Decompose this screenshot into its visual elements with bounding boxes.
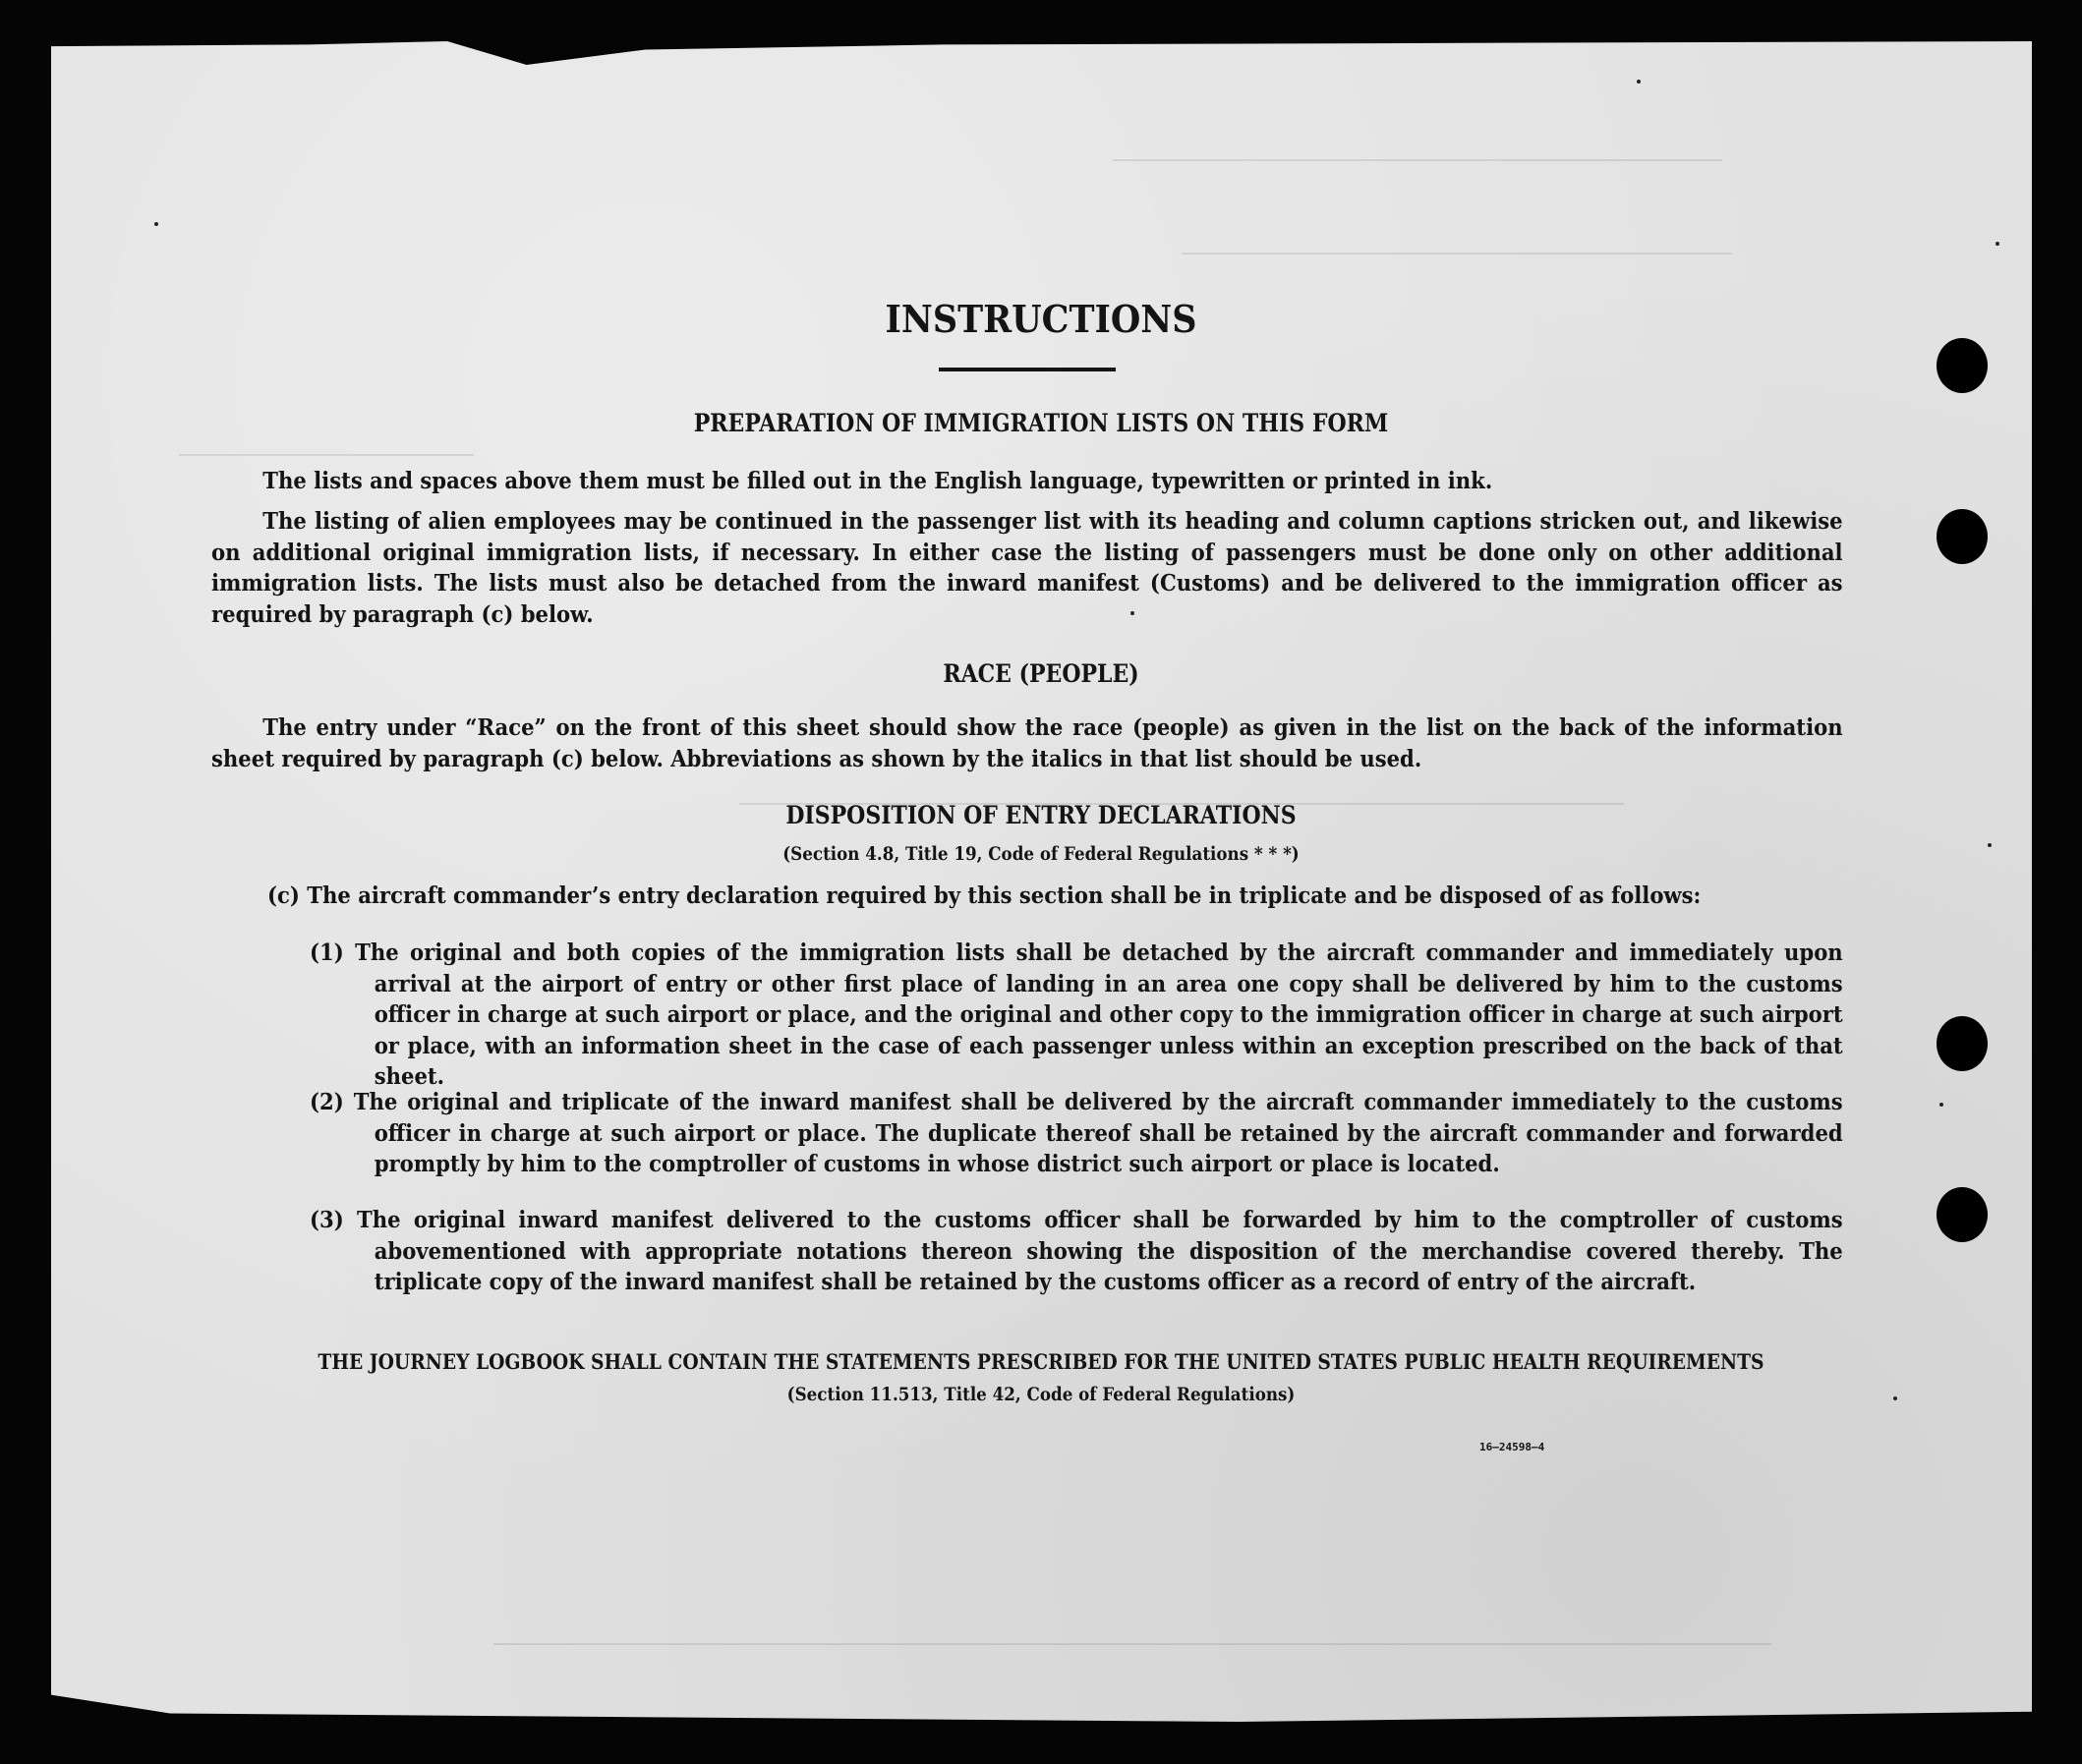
- dust-speck: [1988, 843, 1992, 847]
- preparation-heading: PREPARATION OF IMMIGRATION LISTS ON THIS FORM: [693, 409, 1389, 437]
- disposition-heading: DISPOSITION OF ENTRY DECLARATIONS: [785, 801, 1297, 829]
- preparation-paragraph-2: The listing of alien employees may be continued in the passenger list with its heading and column captions stricken out, and likewise on additional original immigration lists, if necessary. In either case the listing of passengers must be done only on other additional immigration lists. The lists must also be detached from the inward manifest (Customs) and be delivered to the immigration officer as required by paragraph (c) below.: [211, 507, 1843, 628]
- footer-citation: (Section 11.513, Title 42, Code of Federal Regulations): [786, 1384, 1296, 1405]
- punch-hole: [1937, 338, 1988, 393]
- dust-speck: [1130, 611, 1134, 615]
- preparation-paragraph-1: The lists and spaces above them must be filled out in the English language, typewritten or printed in ink.: [262, 467, 1493, 494]
- footer-statement: THE JOURNEY LOGBOOK SHALL CONTAIN THE STATEMENTS PRESCRIBED FOR THE UNITED STATES PUBLIC HEALTH REQUIREMENTS: [318, 1350, 1764, 1375]
- form-number: 16—24598—4: [1479, 1441, 1545, 1453]
- disposition-item-3: (3) The original inward manifest delivered to the customs officer shall be forwarded by him to the comptroller of customs abovementioned with appropriate notations thereon showing the disposition of the merchandise covered thereby. The triplicate copy of the inward manifest shall be retained by the customs officer as a record of entry of the aircraft.: [310, 1206, 1843, 1295]
- dust-speck: [154, 222, 158, 226]
- punch-hole: [1937, 1187, 1988, 1242]
- dust-speck: [1939, 1103, 1943, 1107]
- page-title: INSTRUCTIONS: [885, 297, 1197, 341]
- race-paragraph: The entry under “Race” on the front of this sheet should show the race (people) as given in the list on the back of the information sheet required by paragraph (c) below. Abbreviations as shown by the italics in that list should be used.: [211, 713, 1843, 772]
- punch-hole: [1937, 509, 1988, 564]
- race-heading: RACE (PEOPLE): [943, 659, 1139, 688]
- disposition-intro: (c) The aircraft commander’s entry declaration required by this section shall be in triplicate and be disposed of as follows:: [267, 882, 1702, 909]
- title-underline: [939, 368, 1116, 371]
- dust-speck: [1637, 80, 1641, 84]
- dust-speck: [1893, 1396, 1897, 1400]
- dust-speck: [1995, 242, 1999, 246]
- disposition-item-2: (2) The original and triplicate of the inward manifest shall be delivered by the aircraft commander immediately to the customs officer in charge at such airport or place. The duplicate thereof shall be retained by the aircraft commander and forwarded promptly by him to the comptroller of customs in whose district such airport or place is located.: [310, 1088, 1843, 1177]
- disposition-citation: (Section 4.8, Title 19, Code of Federal Regulations * * *): [782, 843, 1300, 865]
- punch-hole: [1937, 1016, 1988, 1071]
- disposition-item-1: (1) The original and both copies of the immigration lists shall be detached by the aircraft commander and immediately upon arrival at the airport of entry or other first place of landing in an area one copy shall be delivered by him to the customs officer in charge at such airport or place, and the original and other copy to the immigration officer in charge at such airport or place, with an information sheet in the case of each passenger unless within an exception prescribed on the back of that sheet.: [310, 939, 1843, 1090]
